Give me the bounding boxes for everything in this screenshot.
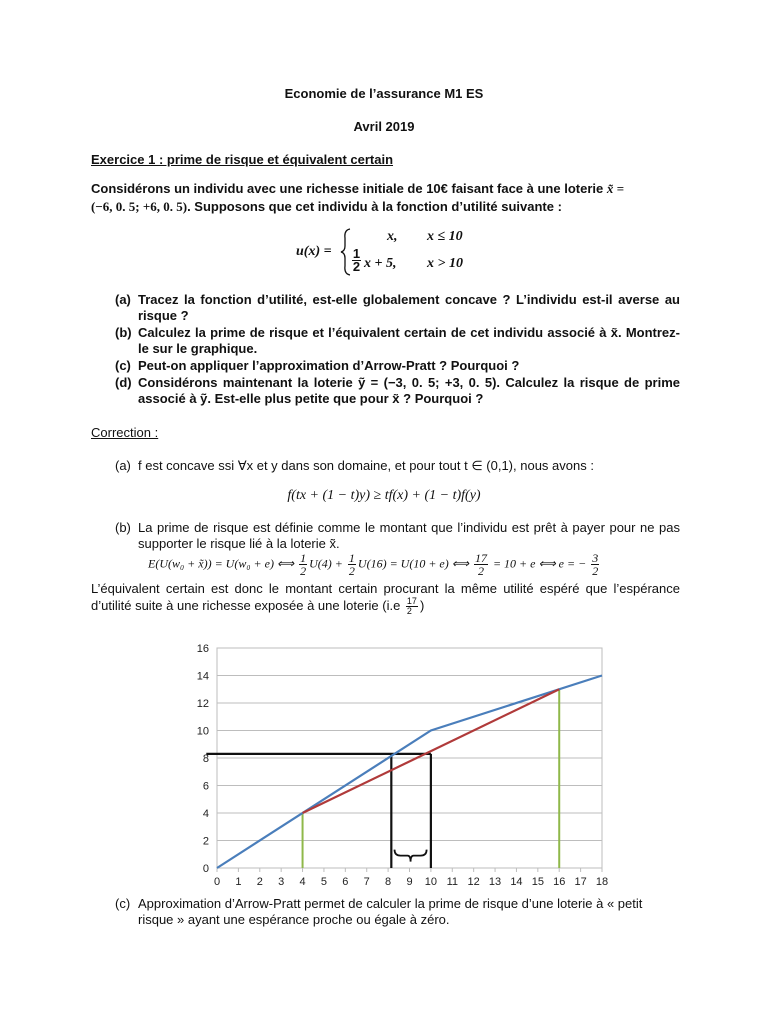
- correction-a: (a) f est concave ssi ∀x et y dans son domaine, et pour tout t ∈ (0,1), nous avons :: [115, 458, 594, 473]
- x-tick-label: 2: [256, 876, 263, 888]
- x-tick-label: 16: [553, 876, 566, 888]
- y-tick-label: 6: [202, 780, 209, 793]
- utility-function: u(x) = x, x ≤ 10 1 2 x + 5, x > 10: [296, 229, 463, 274]
- exercise-intro-line2: (−6, 0. 5; +6, 0. 5). Supposons que cet individu à la fonction d’utilité suivante :: [91, 199, 562, 214]
- question-a: (a) Tracez la fonction d’utilité, est-elle globalement concave ? L’individu est-il averse au risque ?: [115, 292, 680, 323]
- x-tick-label: 3: [278, 876, 285, 888]
- exercise-intro-line1: Considérons un individu avec une richesse initiale de 10€ faisant face à une loterie x̃ =: [91, 181, 625, 196]
- y-tick-label: 2: [202, 835, 209, 848]
- x-tick-label: 10: [424, 876, 438, 888]
- correction-heading: Correction :: [91, 425, 159, 440]
- x-tick-label: 9: [406, 876, 413, 888]
- exercise-heading: Exercice 1 : prime de risque et équivalent certain: [91, 152, 394, 167]
- y-tick-label: 8: [202, 753, 209, 765]
- x-tick-label: 11: [446, 876, 458, 888]
- y-tick-label: 10: [196, 725, 209, 738]
- utility-curve: [217, 676, 602, 869]
- correction-b: (b) La prime de risque est définie comme le montant que l’individu est prêt à payer pour ne pas supporter le risque lié à la loterie x̃.: [115, 520, 680, 551]
- correction-c: (c) Approximation d’Arrow-Pratt permet de calculer la prime de risque d’une loterie à « petit risque » ayant une espérance proche ou égale à zéro.: [115, 896, 643, 927]
- y-tick-label: 0: [202, 863, 209, 875]
- concavity-formula: f(tx + (1 − t)y) ≥ tf(x) + (1 − t)f(y): [287, 488, 481, 503]
- certainty-equivalent-text: L’équivalent certain est donc le montant certain procurant la même utilité espéré que l’espérance d’utilité suite à une richesse exposée à une loterie (i.e $\frac{17}{2}$ ): [91, 581, 680, 617]
- y-tick-label: 12: [196, 698, 209, 710]
- document-date: Avril 2019: [353, 119, 415, 134]
- x-tick-label: 4: [299, 876, 306, 888]
- x-tick-label: 12: [467, 876, 480, 888]
- risk-premium-equation: E(U(w₀ + x̃)) = U(w₀ + e) ⟺ $\frac{1}{2}$ U(4) + $\frac{1}{2}$ U(16) = U(10 + e) ⟺ $\frac{17}{2}$ = 10 + e ⟺ e = − $\frac{3}{2}$: [148, 551, 599, 578]
- question-b: (b) Calculez la prime de risque et l’équivalent certain de cet individu associé à x̃. Montrez-le sur le graphique.: [115, 325, 680, 356]
- question-d: (d) Considérons maintenant la loterie ỹ = (−3, 0. 5; +3, 0. 5). Calculez la risque de prime associé à ỹ. Est-elle plus petite que pour x̃ ? Pourquoi ?: [115, 375, 680, 406]
- left-brace-icon: [340, 228, 352, 276]
- risk-premium-brace-icon: [395, 850, 427, 862]
- question-c: (c) Peut-on appliquer l’approximation d’Arrow-Pratt ? Pourquoi ?: [115, 358, 520, 373]
- x-tick-label: 6: [342, 876, 349, 888]
- y-tick-label: 14: [196, 670, 209, 683]
- y-tick-label: 4: [202, 808, 209, 820]
- x-tick-label: 14: [510, 876, 523, 888]
- x-tick-label: 18: [595, 876, 609, 888]
- x-tick-label: 17: [574, 876, 587, 888]
- x-tick-label: 7: [363, 876, 370, 888]
- x-tick-label: 5: [320, 876, 328, 888]
- y-tick-label: 16: [196, 643, 209, 655]
- utility-chart: [170, 636, 610, 896]
- x-tick-label: 0: [213, 876, 221, 888]
- half-fraction: 1 2: [352, 246, 361, 274]
- document-title: Economie de l’assurance M1 ES: [284, 86, 484, 101]
- x-tick-label: 13: [488, 876, 502, 888]
- x-tick-label: 1: [235, 876, 242, 888]
- x-tick-label: 15: [531, 876, 544, 888]
- x-tick-label: 8: [385, 876, 392, 888]
